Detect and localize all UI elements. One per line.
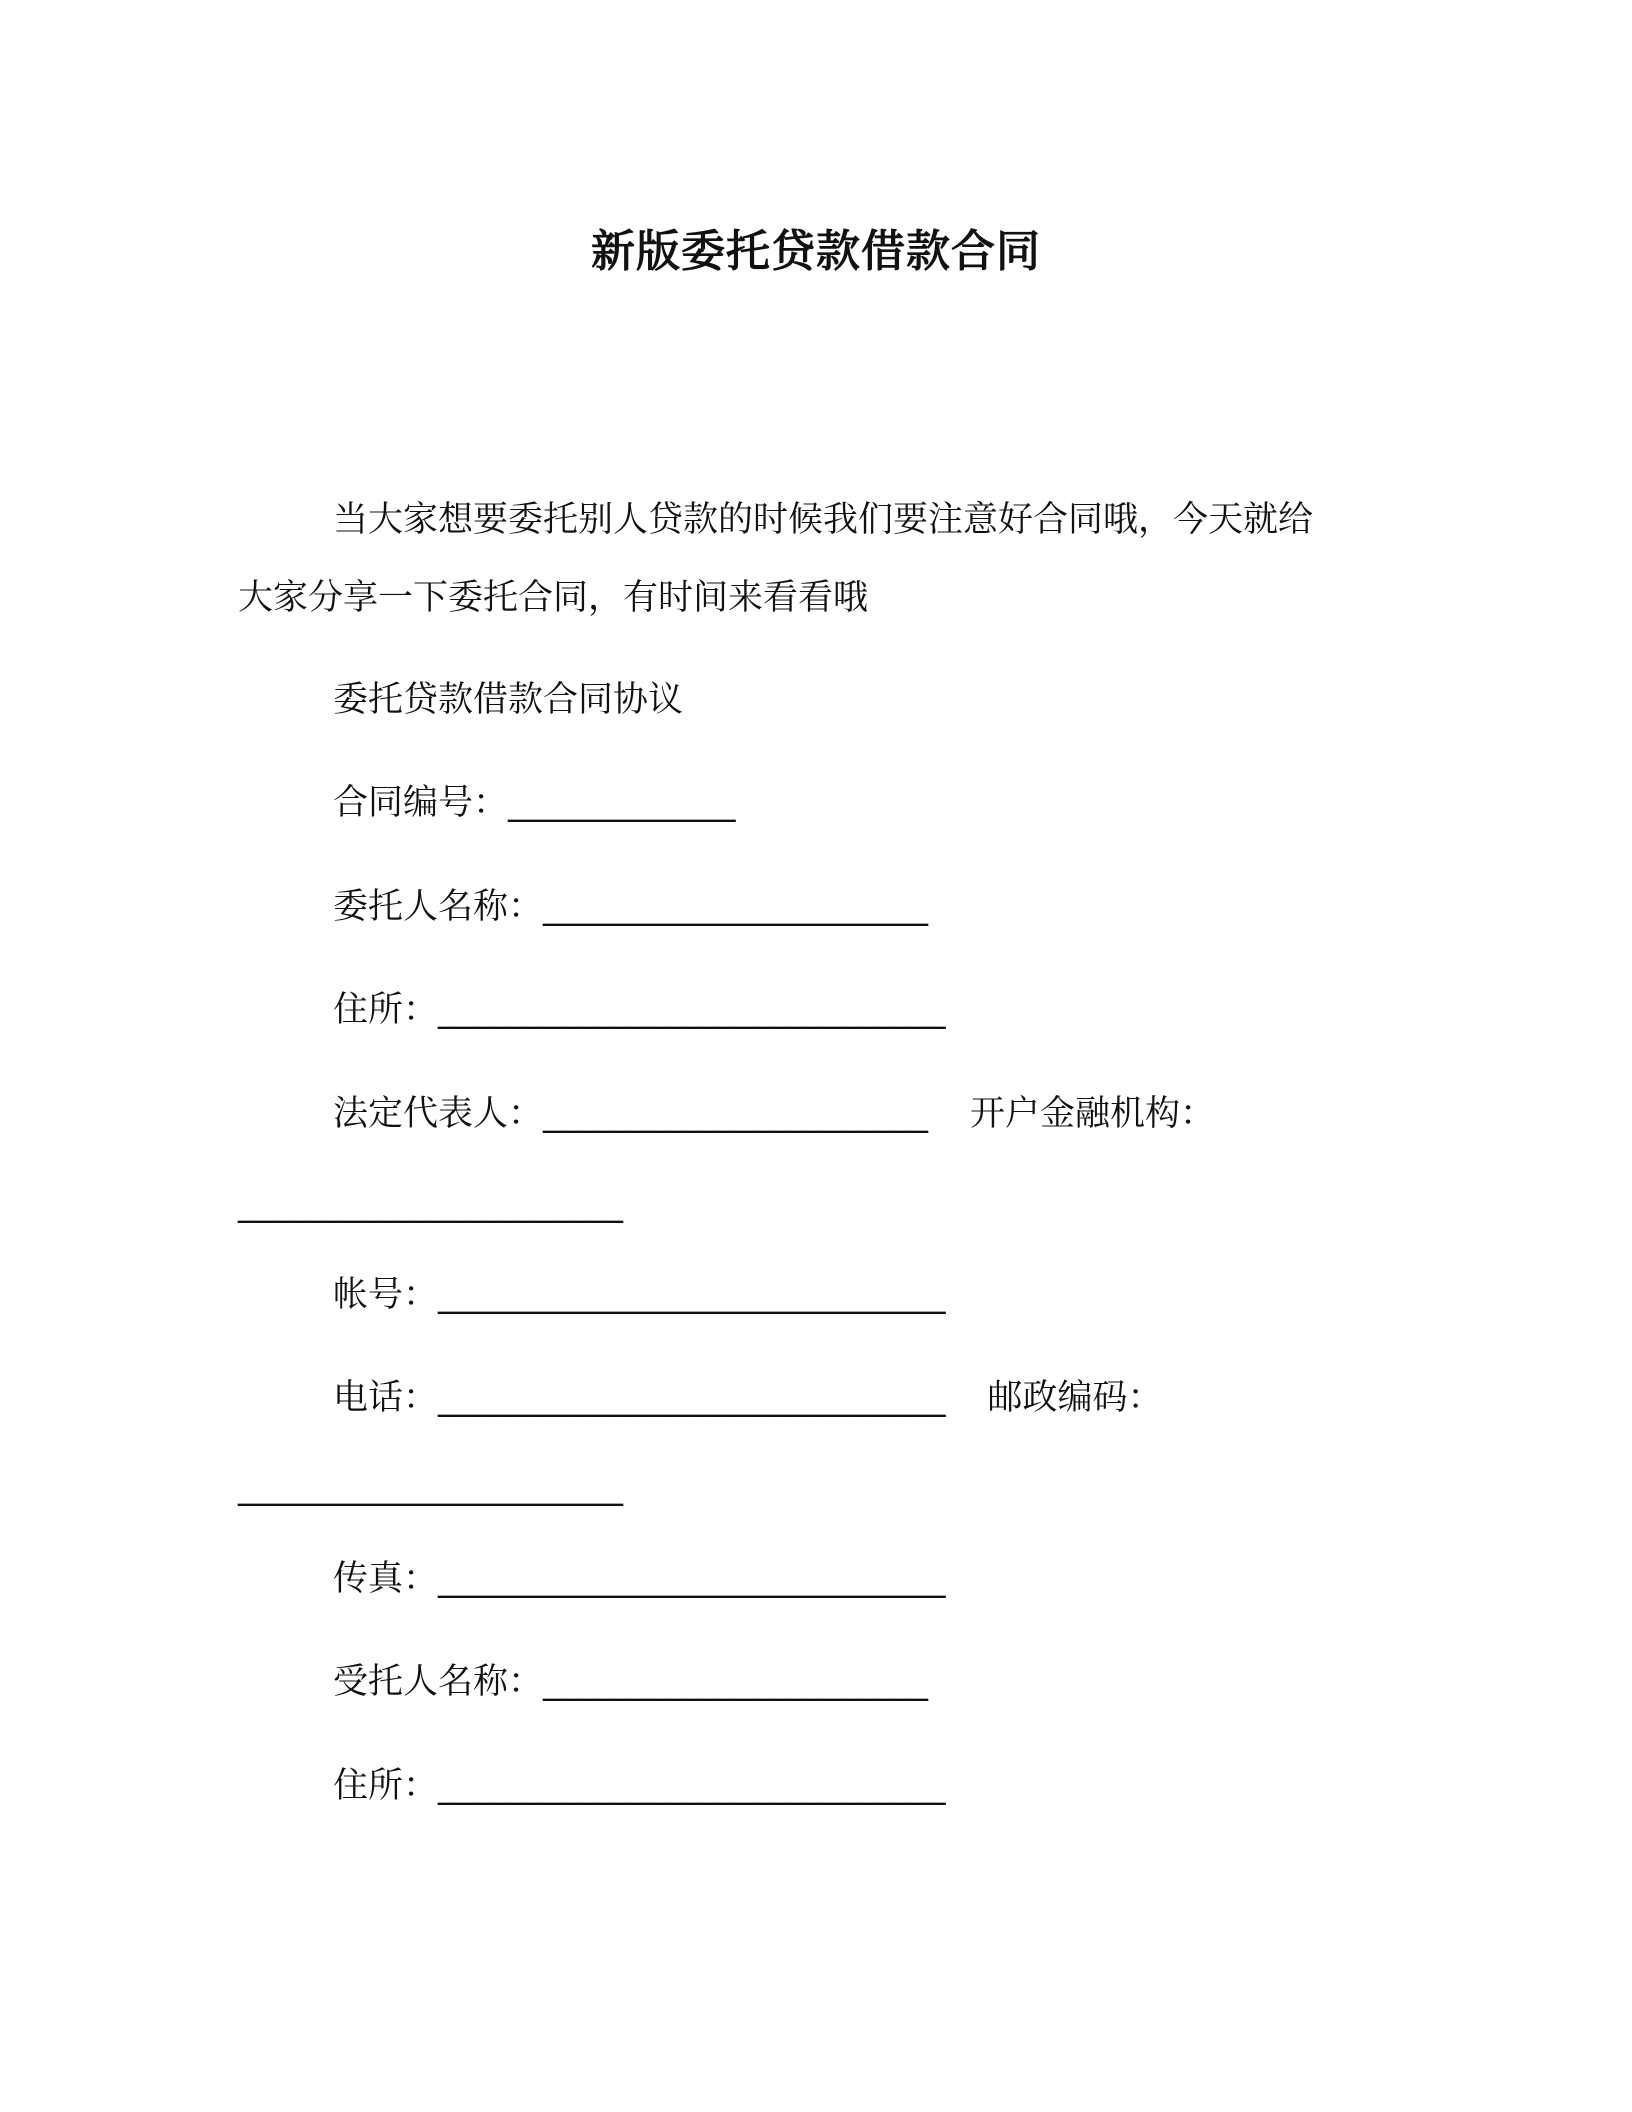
client-address-blank[interactable]: _____________________________ [438,990,946,1030]
contract-no-label: 合同编号： [333,783,509,823]
phone-blank[interactable]: _____________________________ [438,1378,946,1418]
intro-line-1: 当大家想要委托别人贷款的时候我们要注意好合同哦，今天就给 [333,500,1314,540]
bank-label: 开户金融机构： [970,1094,1216,1134]
client-address-label: 住所： [333,990,439,1030]
field-client-address [333,986,946,1034]
postcode-label: 邮政编码： [987,1378,1163,1418]
fax-blank[interactable]: _____________________________ [438,1559,946,1599]
legal-rep-blank[interactable]: ______________________ [543,1094,929,1134]
field-bank-continued [238,1180,623,1228]
field-postcode-continued [238,1463,623,1511]
field-trustee-name [333,1658,928,1706]
client-name-label: 委托人名称： [333,887,544,927]
field-contract-no [333,779,736,827]
bank-blank[interactable]: ______________________ [238,1184,623,1224]
trustee-address-label: 住所： [333,1766,439,1806]
client-name-blank[interactable]: ______________________ [543,887,929,927]
account-blank[interactable]: _____________________________ [438,1275,946,1315]
field-trustee-address [333,1762,946,1810]
trustee-name-label: 受托人名称： [333,1662,544,1702]
trustee-name-blank[interactable]: ______________________ [543,1662,929,1702]
legal-rep-label: 法定代表人： [333,1094,544,1134]
agreement-subtitle: 委托贷款借款合同协议 [333,680,684,720]
intro-line-2: 大家分享一下委托合同，有时间来看看哦 [238,578,869,618]
trustee-address-blank[interactable]: _____________________________ [438,1766,946,1806]
field-client-name [333,883,928,931]
fax-label: 传真： [333,1559,439,1599]
postcode-blank[interactable]: ______________________ [238,1467,623,1507]
field-legal-rep [333,1090,1215,1138]
contract-no-blank[interactable]: _____________ [508,783,736,823]
page-title: 新版委托贷款借款合同 [591,226,1041,277]
account-label: 帐号： [333,1275,439,1315]
phone-label: 电话： [333,1378,439,1418]
field-account [333,1271,946,1319]
field-phone [333,1374,1163,1422]
field-fax [333,1555,946,1603]
